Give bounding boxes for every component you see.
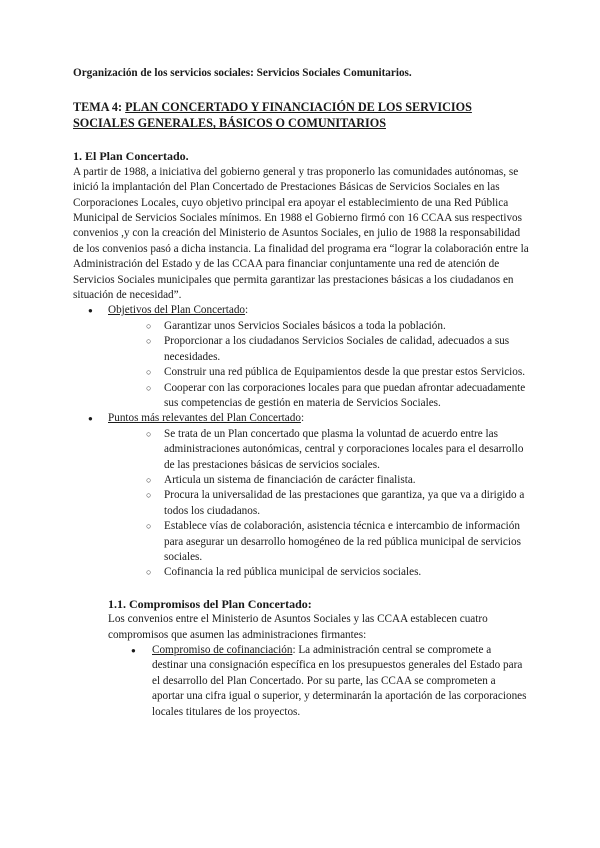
list-item: ○ Proporcionar a los ciudadanos Servicios Sociales de calidad, adecuados a sus necesidades. — [108, 334, 529, 365]
puntos-colon: : — [300, 412, 305, 425]
list-item: ○ Procura la universalidad de las prestaciones que garantiza, ya que va a dirigido a todos los ciudadanos. — [108, 488, 529, 519]
bullet-objetivos — [73, 303, 529, 411]
document-header: Organización de los servicios sociales: Servicios Sociales Comunitarios. — [73, 67, 412, 79]
section-heading: 1. El Plan Concertado. — [73, 149, 189, 164]
subsection-paragraph: Los convenios entre el Ministerio de Asuntos Sociales y las CCAA establecen cuatro compromisos que asumen las administraciones firmantes: — [108, 613, 488, 641]
puntos-label: Puntos más relevantes del Plan Concertado — [108, 412, 301, 425]
topic-prefix: TEMA 4: — [73, 100, 126, 115]
objetivos-list — [108, 319, 529, 411]
list-item: ○ Construir una red pública de Equipamientos desde la que prestar estos Servicios. — [108, 365, 529, 380]
topic-title — [73, 99, 529, 131]
subsection-heading: 1.1. Compromisos del Plan Concertado: — [108, 596, 312, 611]
section-paragraph: A partir de 1988, a iniciativa del gobierno general y tras proponerlo las comunidades autónomas, se inició la implantación del Plan Concertado de Prestaciones Básicas de Servicios Sociales en las Corporaciones Locales, cuyo objetivo principal era apoyar el establecimiento de una Red Pública Municipal de Servicios Sociales mínimos. En 1988 el Gobierno firmó con 16 CCAA sus respectivos convenios ,y con la creación del Ministerio de Asuntos Sociales, en julio de 1988 la responsabilidad de los convenios pasó a dicha instancia. La finalidad del programa era “lograr la colaboración entre la Administración del Estado y de las CCAA para financiar conjuntamente una red de atención de Servicios Sociales municipales que permita garantizar las prestaciones básicas a los ciudadanos en situación de necesidad”. — [73, 165, 529, 302]
list-item: ○ Garantizar unos Servicios Sociales básicos a toda la población. — [108, 319, 529, 334]
list-item: ○ Articula un sistema de financiación de carácter finalista. — [108, 473, 529, 488]
document-content — [73, 66, 529, 720]
compromiso-item — [73, 643, 529, 720]
compromisos-list — [73, 643, 529, 720]
topic-title-text: PLAN CONCERTADO Y FINANCIACIÓN DE LOS SERVICIOS SOCIALES GENERALES, BÁSICOS O COMUNITARIOS — [73, 100, 472, 131]
objetivos-colon: : — [245, 304, 249, 317]
puntos-list — [108, 427, 529, 581]
compromiso-label: Compromiso de cofinanciación — [152, 644, 293, 656]
list-item: ○ Cofinancia la red pública municipal de servicios sociales. — [108, 565, 529, 580]
bullet-puntos — [73, 411, 529, 580]
list-item: ○ Cooperar con las corporaciones locales para que puedan afrontar adecuadamente sus competencias de gestión en materia de Servicios Sociales. — [108, 381, 529, 412]
list-item: ○ Establece vías de colaboración, asistencia técnica e intercambio de información para asegurar un desarrollo homogéneo de la red pública municipal de servicios sociales. — [108, 519, 529, 565]
main-bullet-list — [73, 303, 529, 580]
list-item: ○ Se trata de un Plan concertado que plasma la voluntad de acuerdo entre las administraciones autonómicas, central y corporaciones locales para el desarrollo de las prestaciones básicas de servicios sociales. — [108, 427, 529, 473]
compromiso-text: : La administración central se compromete a destinar una consignación específica en los presupuestos generales del Estado para el desarrollo del Plan Concertado. Por su parte, las CCAA se comprometen a aportar una cifra igual o superior, y determinarán la aportación de las corporaciones locales titulares de los proyectos. — [152, 644, 527, 718]
objetivos-label: Objetivos del Plan Concertado — [108, 304, 246, 317]
